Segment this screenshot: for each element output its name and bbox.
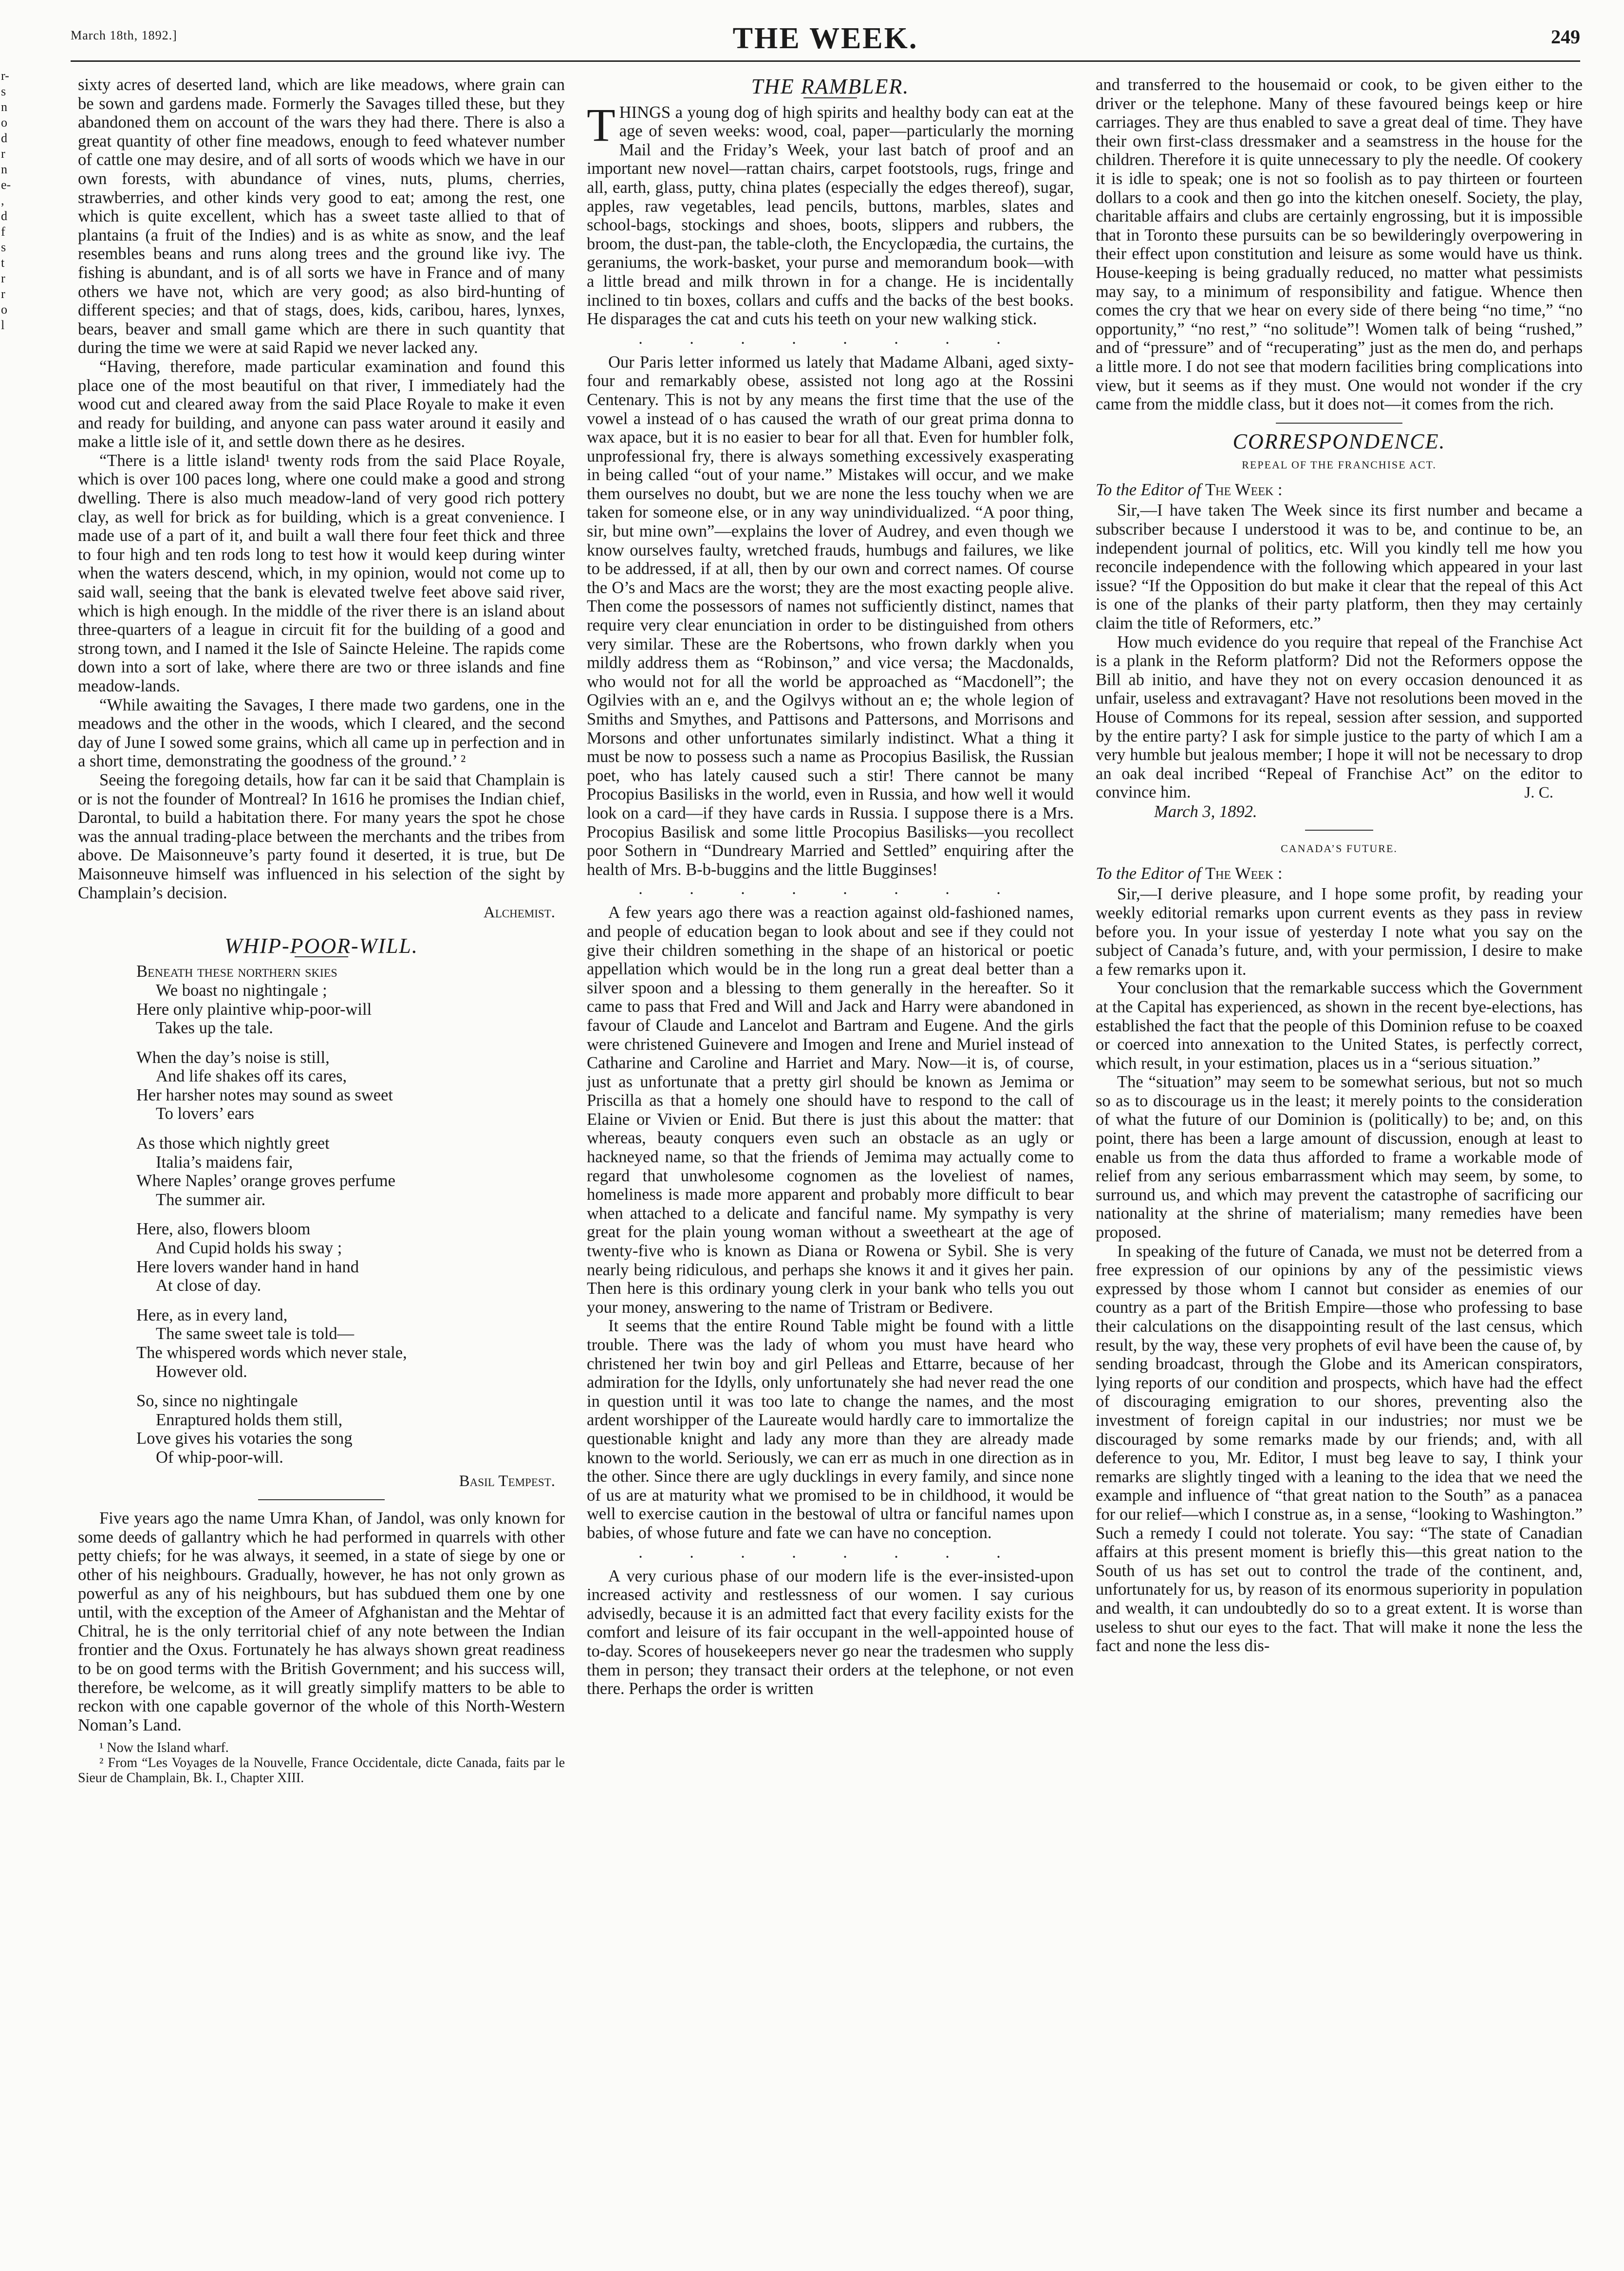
poem-line: Of whip-poor-will. — [156, 1448, 283, 1467]
poem-line: And life shakes off its cares, — [156, 1067, 347, 1086]
rambler-paragraph: It seems that the entire Round Table might be found with a little trouble. There was the lady of whom you must have heard who christened her twin boy and girl Pelleas and Ettarre, because of her admiration for the Idylls, only unfortunately she had never read the one in question until it was too late to change the names, and the most ardent worshipper of the Laureate would hardly care to immortalize the questionable knight and lady any more than they are already made known to the world. Seriously, we can err as much in one direction as in the other. Since there are ugly ducklings in every family, and since none of us are at maturity what we promised to be in childhood, it would be well to exercise caution in the bestowal of ultra or fanciful names upon babies, of whose future and fate we can have no conception. — [587, 1317, 1074, 1542]
footnote: ² From “Les Voyages de la Nouvelle, France Occidentale, dicte Canada, faits par le Sieur de Champlain, Bk. I., Chapter XIII. — [78, 1755, 565, 1786]
poem-line: As those which nightly greet — [136, 1134, 330, 1153]
letter-paragraph: The “situation” may seem to be somewhat serious, but not so much so as to discourage us in the least; it merely points to the consideration of what the future of our Dominion is (politically) to be; and, on this point, there has been a large amount of discussion, enough at least to enable us from the data thus afforded to frame a workable mode of relief from any serious embarrassment which may seem, by some, to surround us, and which may prevent the catastrophe of sacrificing our nationality at the shrine of materialism; many remedies have been proposed. — [1096, 1073, 1583, 1242]
rambler-title: THE RAMBLER. — [751, 74, 910, 98]
champlain-paragraph: “While awaiting the Savages, I there made two gardens, one in the meadows and the other in the woods, which I cleared, and the second day of June I sowed some grains, which all came up in perfection and in a short time, demonstrating the goodness of the ground.’ ² — [78, 695, 565, 771]
poem-line: Here only plaintive whip-poor-will — [136, 1000, 372, 1019]
column-1 — [78, 75, 565, 1786]
page-header — [71, 21, 1580, 62]
rambler-paragraph: THINGS a young dog of high spirits and healthy body can eat at the age of seven weeks: wood, coal, paper—particularly the morning Mail and the Friday’s Week, your last batch of proof and an important new novel—rattan chairs, carpet footstools, rugs, fringe and all, earth, glass, putty, china plates (especially the edges thereof), sugar, apples, raw vegetables, lead pencils, buttons, marbles, slates and school-bags, stockings and shoes, boots, slippers and rubbers, the broom, the dust-pan, the table-cloth, the Encyclopædia, the curtains, the geraniums, the work-basket, your purse and memorandum book—with a little bread and milk thrown in for a change. He is incidentally inclined to tin boxes, collars and cuffs and the backs of the best books. He disparages the cat and cuts his teeth on your new walking stick. — [587, 98, 1074, 329]
footnotes — [78, 1740, 565, 1786]
letter-paragraph: Your conclusion that the remarkable success which the Government at the Capital has experienced, as shown in the recent bye-elections, has established the fact that the people of this Dominion refuse to be coaxed or coerced into annexation to the United States, is perfectly correct, which result, in your estimation, places us in a “serious situation.” — [1096, 979, 1583, 1073]
issue-date: March 18th, 1892.] — [71, 28, 177, 42]
rambler-paragraph: Our Paris letter informed us lately that Madame Albani, aged sixty-four and remarkably obese, assisted not long ago at the Rossini Centenary. This is not by any means the first time that the use of the vowel a instead of o has caused the wrath of our great prima donna to wax apace, but it is no easier to bear for all that. Even for humbler folk, unprofessional fry, there is always something excessively exasperating in being called “out of your name.” Mistakes will occur, and we make them ourselves no doubt, but we are none the less touchy when we are taken for someone else, or in any way unindividualized. “A poor thing, sir, but mine own”—explains the lover of Audrey, and even though we know ourselves faulty, wretched frauds, humbugs and failures, we like to be addressed, if at all, then by our own and correct names. Of course the O’s and Macs are the worst; they are the most exacting people alive. Then come the possessors of names not sufficiently distinct, names that require very clear enunciation in order to be distinguished from others very similar. These are the Robertsons, who frown darkly when you mildly address them as “Robinson,” and vice versa; the Macdonalds, who would not for all the world be approached as “Macdonell”; the Ogilvies with an e, and the Ogilvys without an e; the whole legion of Smiths and Smythes, and Pattisons and Pattersons, and Morrisons and Morsons and other unfortunates similarly indistinct. What a thing it must be now to possess such a name as Procopius Basilisk, the Russian poet, who has lately caused such a stir! There cannot be many Procopius Basilisks in the world, even in Russia, and how well it would look on a card—if they have cards in Russia. I suppose there is a Mrs. Procopius Basilisk and some little Procopius Basilisks—you recollect poor Sothern in “Dundreary Married and Settled” enquiring after the health of Mrs. B-b-buggins and the little Bugginses! — [587, 353, 1074, 879]
letter-salutation: To the Editor of The Week : — [1096, 480, 1283, 499]
letter-paragraph: Sir,—I have taken The Week since its first number and became a subscriber because I understood it was to be, and continue to be, an independent journal of politics, etc. Will you kindly tell me how you reconcile independence with the following which appeared in your last issue? “If the Opposition do but make it clear that the repeal of this Act is one of the planks of their party platform, then they may certainly claim the title of Reformers, etc.” — [1096, 501, 1583, 633]
section-rule — [1305, 830, 1373, 831]
margin-fragment: r- s n o d r n e- , d f s t r r o l — [1, 69, 11, 332]
poem-line: At close of day. — [156, 1276, 261, 1295]
poem-line: Italia’s maidens fair, — [156, 1153, 293, 1172]
letter-paragraph: How much evidence do you require that repeal of the Franchise Act is a plank in the Reform platform? Did not the Reformers oppose the Bill ab initio, and have they not on every occasion denounced it as unfair, useless and extravagant? Have not resolutions been moved in the House of Commons for its repeal, session after session, and supported by the entire party? I ask for simple justice to the party of which I am a very humble but jealous member; I hope it will not be necessary to drop an oak deal incribed “Repeal of Franchise Act” on the editor to convince him. — [1096, 633, 1583, 802]
footnote: ¹ Now the Island wharf. — [99, 1740, 229, 1756]
letter-signature: J. C. — [1524, 783, 1553, 801]
poem-line: However old. — [156, 1362, 247, 1381]
dot-separator: . . . . . . . . — [638, 1543, 1022, 1562]
poem-line: We boast no nightingale ; — [156, 981, 327, 1000]
poem-line: The whispered words which never stale, — [136, 1343, 407, 1362]
poem-line: Beneath these northern skies — [136, 962, 337, 981]
umra-khan-paragraph: Five years ago the name Umra Khan, of Jandol, was only known for some deeds of gallantry which he had performed in quarrels with other petty chiefs; for he was always, it seemed, in a state of siege by one or other of his neighbours. Gradually, however, he has not only grown as powerful as any of his neighbours, but has subdued them one by one until, with the exception of the Ameer of Afghanistan and the Mehtar of Chitral, he is the only territorial chief of any note between the Indian frontier and the Oxus. Fortunately he has always shown great readiness to be on good terms with the British Government; and his success will, therefore, be welcome, as it will greatly simplify matters to be able to reckon with one capable governor of the whole of this North-Western Noman’s Land. — [78, 1509, 565, 1734]
poem-line: Love gives his votaries the song — [136, 1429, 353, 1448]
poem-line: Where Naples’ orange groves perfume — [136, 1172, 395, 1191]
poem-line: The summer air. — [156, 1190, 266, 1209]
signature-alchemist: Alchemist. — [483, 904, 555, 922]
poem — [78, 962, 565, 1467]
champlain-paragraph: sixty acres of deserted land, which are like meadows, where grain can be sown and gardens made. Formerly the Savages tilled these, but they abandoned them on account of the wars they had there. There is also a great quantity of other fine meadows, enough to feed whatever number of cattle one may desire, and of all sorts of woods which we have in our own forests, with abundance of vines, nuts, plums, cherries, strawberries, and other kinds very good to eat; among the rest, one which is quite excellent, which has a sweet taste allied to that of plantains (a fruit of the Indies) and is as white as snow, and the leaf resembles beans and runs along trees and the ground like ivy. The fishing is abundant, and is of all sorts we have in France and of many others we have not, which are very good; as also bird-hunting of different species; and that of stags, does, kids, caribou, hares, lynxes, bears, beaver and small game which are there in such quantity that during the time we were at said Rapid we never lacked any. — [78, 75, 565, 357]
page-number: 249 — [1551, 26, 1580, 48]
dot-separator: . . . . . . . . — [638, 329, 1022, 348]
column-3 — [1096, 75, 1583, 1656]
correspondence-title: CORRESPONDENCE. — [1232, 429, 1446, 453]
rambler-paragraph: and transferred to the housemaid or cook, to be given either to the driver or the telephone. Many of these favoured beings keep or hire carriages. They are thus enabled to save a great deal of time. They have their own first-class dressmaker and a seamstress in the house for the children. Therefore it is quite unnecessary to ply the needle. Of cookery it is idle to speak; one is not so foolish as to pay thirteen or fourteen dollars to a cook and then go into the kitchen oneself. Society, the play, charitable affairs and clubs are certainly engrossing, but it is impossible that in Toronto these pursuits can be so bewilderingly overpowering in their effect upon constitution and leisure as some would have us think. House-keeping is being gradually reduced, no matter what pessimists may say, to a minimum of responsibility and fatigue. Whence then comes the cry that we hear on every side of there being “no time,” “no opportunity,” “no rest,” “no solitude”! Women talk of being “rushed,” and of “pressure” and of “recuperating” just as the men do, and perhaps a little more. I do not see that modern facilities bring complications into view, but it seems as if they must. One would not wonder if the cry came from the middle class, but it does not—it comes from the rich. — [1096, 75, 1583, 414]
poem-line: To lovers’ ears — [156, 1104, 254, 1123]
poem-line: The same sweet tale is told— — [156, 1324, 355, 1343]
masthead: THE WEEK. — [732, 22, 918, 55]
drop-cap: T — [587, 98, 616, 151]
poem-line: Here lovers wander hand in hand — [136, 1257, 359, 1276]
section-rule — [1276, 423, 1402, 424]
dot-separator: . . . . . . . . — [638, 880, 1022, 898]
poem-title: WHIP-POOR-WILL. — [224, 933, 418, 958]
champlain-paragraph: “There is a little island¹ twenty rods from the said Place Royale, which is over 100 paces long, where one could make a good and strong dwelling. There is also much meadow-land of very good rich pottery clay, as well for brick as for building, which is a great convenience. I made use of a part of it, and built a wall there four feet thick and three to four high and ten rods long to test how it would keep during winter when the waters descend, which, in my opinion, would not come up to said wall, seeing that the bank is elevated twelve feet above said river, which is high enough. In the middle of the river there is an island about three-quarters of a league in circuit fit for the building of a good and strong town, and I named it the Isle of Saincte Heleine. The rapids come down into a sort of lake, where there are two or three islands and fine meadow-lands. — [78, 451, 565, 695]
rambler-paragraph: A few years ago there was a reaction against old-fashioned names, and people of education began to look about and see if they could not give their children something in the shape of an historical or poetic appellation which would be in the long run a great deal better than a silver spoon and a blessing to them generally in the hereafter. So it came to pass that Fred and Will and Jack and Harry were abandoned in favour of Claude and Lancelot and Bartram and Eugene. And the girls were christened Guinevere and Imogen and Irene and Muriel instead of Catharine and Caroline and Harriet and Mary. Now—it is, of course, just as unfortunate that a pretty girl should be known as Jemima or Priscilla as that a homely one should have to respond to the call of Elaine or Vivien or Enid. But there is just this about the matter: that whereas, beauty conquers even such an obstacle as an ugly or hackneyed name, so that the friends of Jemima may actually come to regard that unwholesome cognomen as the loveliest of names, homeliness is made more apparent and probably more difficult to bear when attached to a delicate and fanciful name. My sympathy is very great for the plain young woman without a sweetheart at the age of twenty-five who is known as Diana or Rowena or Sybil. She is very nearly being ridiculous, and perhaps she knows it and it gives her pain. Then here is this ordinary young clerk in your bank who tells you out your money, answering to the name of Tristram or Bedivere. — [587, 903, 1074, 1317]
champlain-paragraph: Seeing the foregoing details, how far can it be said that Champlain is or is not the founder of Montreal? In 1616 he promises the Indian chief, Darontal, to build a habitation there. For many years the spot he chose was the annual trading-place between the merchants and the tribes from above. De Maisonneuve’s party found it deserted, it is true, but De Maisonneuve himself was influenced in his selection of the sight by Champlain’s decision. — [78, 770, 565, 902]
poem-line: Here, as in every land, — [136, 1305, 288, 1324]
poem-line: So, since no nightingale — [136, 1392, 298, 1411]
poem-line: When the day’s noise is still, — [136, 1048, 330, 1067]
section-rule — [258, 1499, 385, 1500]
poem-line: And Cupid holds his sway ; — [156, 1239, 342, 1258]
column-2 — [587, 75, 1074, 1698]
letter-paragraph: In speaking of the future of Canada, we must not be deterred from a free expression of our opinions by any of the pessimistic views expressed by those whom I cannot but consider as enemies of our country as a part of the British Empire—those who professing to base their calculations on the disappointing result of the last census, which result, by the way, these very prophets of evil have been the cause of, by sending broadcast, through the Globe and its American conspirators, lying reports of our condition and prospects, which have had the effect of discouraging emigration to our shores, preventing also the investment of foreign capital in our industries; nor must we be discouraged by some remarks made by our friends; and, with all deference to you, Mr. Editor, I must beg leave to say, I think your remarks are slightly tinged with a leaning to the idea that we need the example and influence of “that great nation to the South” as a panacea for our relief—which I construe as, in a sense, “looking to Washington.” Such a remedy I could not tolerate. You say: “The state of Canadian affairs at this present moment is briefly this—this great nation to the South of us has set out to control the trade of the continent, and, unfortunately for us, by reason of its enormous superiority in population and wealth, it can undoubtedly do so to a great extent. It is worse than useless to shut our eyes to the fact. That will make it none the less the fact and none the less dis- — [1096, 1242, 1583, 1656]
poem-line: Takes up the tale. — [156, 1019, 273, 1038]
letter-salutation: To the Editor of The Week : — [1096, 864, 1283, 883]
champlain-paragraph: “Having, therefore, made particular examination and found this place one of the most beautiful on that river, I immediately had the wood cut and cleared away from the said Place Royale to make it even and ready for building, and anyone can pass water around it easily and make a little isle of it, and settle down there as he desires. — [78, 357, 565, 451]
letter-heading: CANADA’S FUTURE. — [1281, 842, 1398, 855]
poem-line: Here, also, flowers bloom — [136, 1220, 311, 1239]
signature-basil-tempest: Basil Tempest. — [459, 1472, 555, 1490]
letter-heading: REPEAL OF THE FRANCHISE ACT. — [1242, 459, 1437, 471]
letter-paragraph: Sir,—I derive pleasure, and I hope some profit, by reading your weekly editorial remarks upon current events as they pass in review before you. In your issue of yesterday I note what you say on the subject of Canada’s future, and, with your permission, I desire to make a few remarks upon it. — [1096, 885, 1583, 979]
rambler-paragraph: A very curious phase of our modern life is the ever-insisted-upon increased activity and restlessness of our women. I say curious advisedly, because it is an admitted fact that every facility exists for the comfort and leisure of its fair occupant in the well-appointed house of to-day. Scores of housekeepers never go near the tradesmen who supply them in person; they transact their orders at the telephone, or not even there. Perhaps the order is written — [587, 1566, 1074, 1698]
letter-date: March 3, 1892. — [1154, 802, 1257, 821]
poem-line: Enraptured holds them still, — [156, 1410, 343, 1429]
poem-line: Her harsher notes may sound as sweet — [136, 1085, 393, 1104]
